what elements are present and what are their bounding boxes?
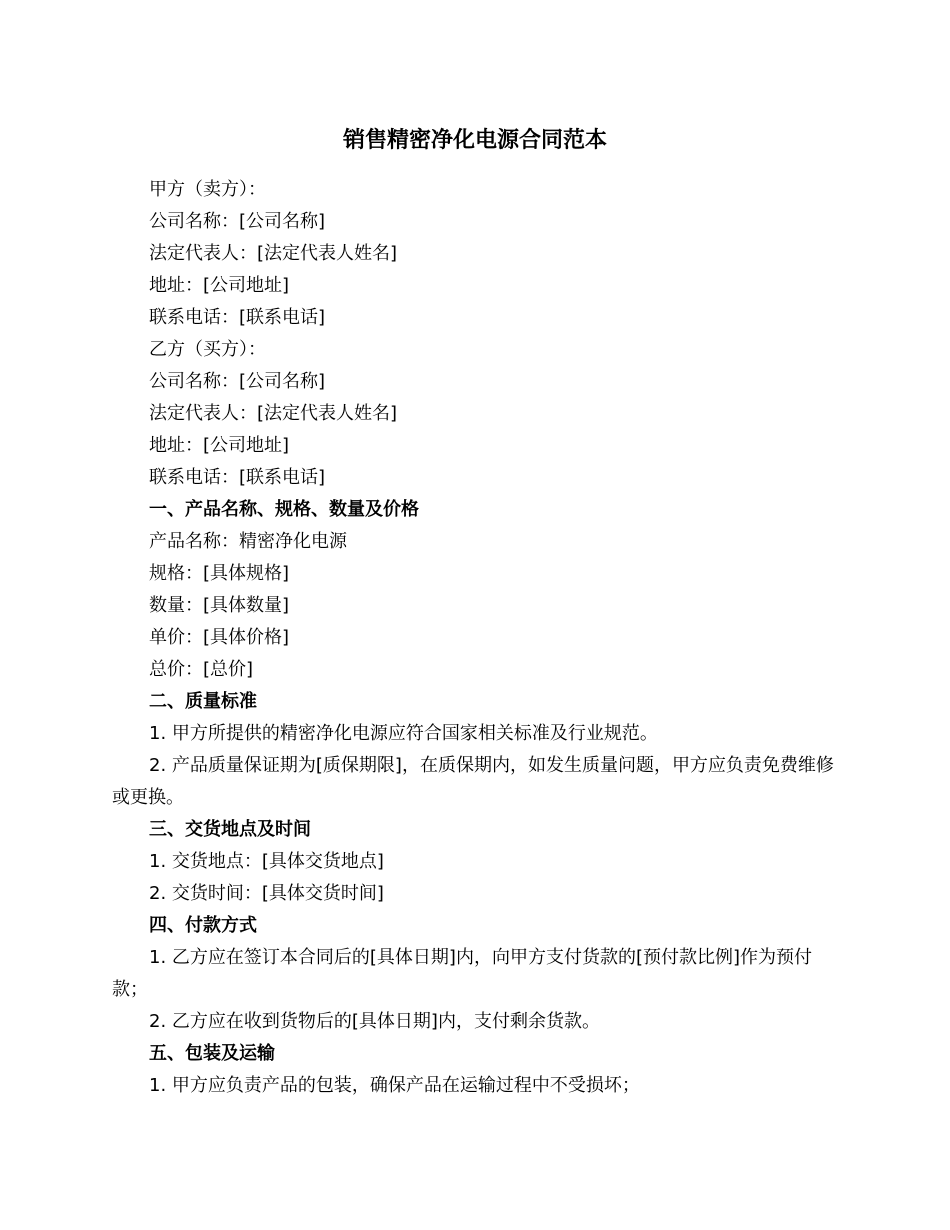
payment-clause-2: 2. 乙方应在收到货物后的[具体日期]内，支付剩余货款。 <box>149 1011 600 1032</box>
document-title: 销售精密净化电源合同范本 <box>342 128 607 153</box>
party-a-heading: 甲方（卖方）： <box>149 179 266 200</box>
party-a-address: 地址：[公司地址] <box>149 275 290 296</box>
product-quantity: 数量：[具体数量] <box>149 595 290 616</box>
party-b-company-name: 公司名称：[公司名称] <box>149 371 326 392</box>
document-body <box>112 174 840 1102</box>
party-a-company-name: 公司名称：[公司名称] <box>149 211 326 232</box>
section-heading-delivery: 三、交货地点及时间 <box>149 819 311 840</box>
section-heading-payment: 四、付款方式 <box>149 915 257 936</box>
delivery-clause-2: 2. 交货时间：[具体交货时间] <box>149 883 384 904</box>
section-heading-product: 一、产品名称、规格、数量及价格 <box>149 499 419 520</box>
product-unit-price: 单价：[具体价格] <box>149 627 290 648</box>
product-name: 产品名称：精密净化电源 <box>149 531 347 552</box>
payment-clause-1: 1. 乙方应在签订本合同后的[具体日期]内，向甲方支付货款的[预付款比例]作为预付款； <box>112 947 812 1000</box>
party-a-phone: 联系电话：[联系电话] <box>149 307 326 328</box>
party-b-legal-representative: 法定代表人：[法定代表人姓名] <box>149 403 398 424</box>
party-b-heading: 乙方（买方）： <box>149 339 266 360</box>
delivery-clause-1: 1. 交货地点：[具体交货地点] <box>149 851 384 872</box>
party-b-phone: 联系电话：[联系电话] <box>149 467 326 488</box>
party-b-address: 地址：[公司地址] <box>149 435 290 456</box>
product-spec: 规格：[具体规格] <box>149 563 290 584</box>
section-heading-packaging: 五、包装及运输 <box>149 1043 275 1064</box>
quality-clause-1: 1. 甲方所提供的精密净化电源应符合国家相关标准及行业规范。 <box>149 723 658 744</box>
quality-clause-2: 2. 产品质量保证期为[质保期限]，在质保期内，如发生质量问题，甲方应负责免费维修或更换。 <box>112 755 834 808</box>
product-total-price: 总价：[总价] <box>149 659 254 680</box>
section-heading-quality: 二、质量标准 <box>149 691 257 712</box>
party-a-legal-representative: 法定代表人：[法定代表人姓名] <box>149 243 398 264</box>
packaging-clause-1: 1. 甲方应负责产品的包装，确保产品在运输过程中不受损坏； <box>149 1075 640 1096</box>
